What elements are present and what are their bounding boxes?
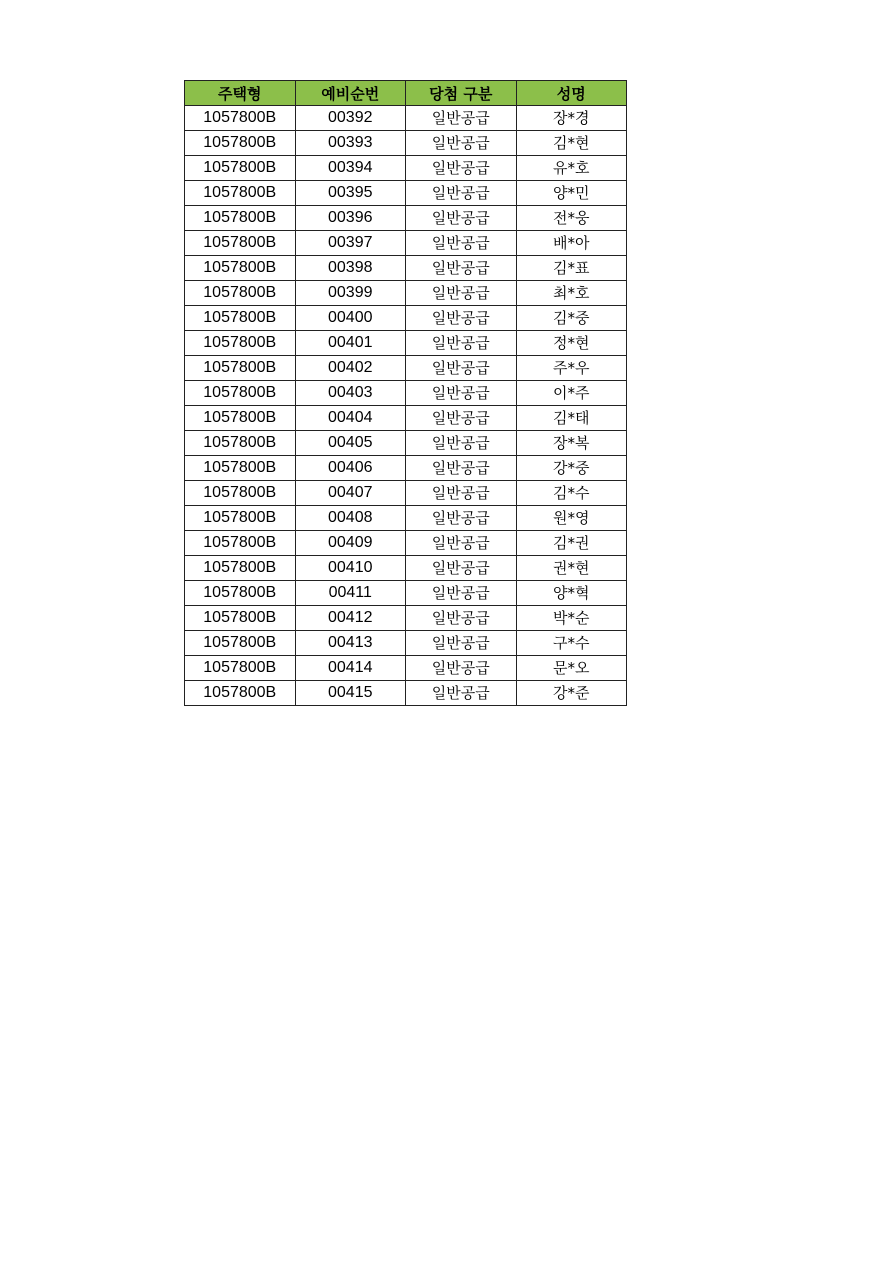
cell-win-category: 일반공급 — [406, 356, 517, 381]
table-row — [185, 556, 627, 581]
cell-win-category: 일반공급 — [406, 406, 517, 431]
cell-housing-type: 1057800B — [185, 181, 296, 206]
table-row — [185, 581, 627, 606]
cell-name: 권*현 — [516, 556, 627, 581]
cell-win-category: 일반공급 — [406, 531, 517, 556]
table-row — [185, 631, 627, 656]
cell-name: 장*경 — [516, 106, 627, 131]
cell-win-category: 일반공급 — [406, 181, 517, 206]
cell-reserve-number: 00409 — [295, 531, 406, 556]
table-body — [185, 106, 627, 706]
cell-housing-type: 1057800B — [185, 381, 296, 406]
cell-win-category: 일반공급 — [406, 281, 517, 306]
cell-housing-type: 1057800B — [185, 231, 296, 256]
cell-housing-type: 1057800B — [185, 306, 296, 331]
cell-reserve-number: 00392 — [295, 106, 406, 131]
cell-reserve-number: 00404 — [295, 406, 406, 431]
cell-reserve-number: 00406 — [295, 456, 406, 481]
cell-housing-type: 1057800B — [185, 656, 296, 681]
table-row — [185, 431, 627, 456]
cell-housing-type: 1057800B — [185, 356, 296, 381]
header-name: 성명 — [516, 81, 627, 106]
cell-reserve-number: 00403 — [295, 381, 406, 406]
cell-win-category: 일반공급 — [406, 156, 517, 181]
cell-housing-type: 1057800B — [185, 481, 296, 506]
cell-win-category: 일반공급 — [406, 656, 517, 681]
cell-win-category: 일반공급 — [406, 556, 517, 581]
cell-name: 김*중 — [516, 306, 627, 331]
cell-housing-type: 1057800B — [185, 531, 296, 556]
cell-win-category: 일반공급 — [406, 606, 517, 631]
table-row — [185, 131, 627, 156]
cell-reserve-number: 00413 — [295, 631, 406, 656]
cell-reserve-number: 00393 — [295, 131, 406, 156]
cell-name: 유*호 — [516, 156, 627, 181]
cell-housing-type: 1057800B — [185, 606, 296, 631]
cell-housing-type: 1057800B — [185, 431, 296, 456]
table-row — [185, 331, 627, 356]
cell-reserve-number: 00394 — [295, 156, 406, 181]
cell-reserve-number: 00414 — [295, 656, 406, 681]
cell-reserve-number: 00415 — [295, 681, 406, 706]
cell-reserve-number: 00396 — [295, 206, 406, 231]
table-row — [185, 656, 627, 681]
cell-housing-type: 1057800B — [185, 556, 296, 581]
cell-name: 강*준 — [516, 681, 627, 706]
cell-name: 김*표 — [516, 256, 627, 281]
cell-reserve-number: 00407 — [295, 481, 406, 506]
cell-housing-type: 1057800B — [185, 156, 296, 181]
table-row — [185, 356, 627, 381]
cell-housing-type: 1057800B — [185, 631, 296, 656]
cell-name: 최*호 — [516, 281, 627, 306]
cell-win-category: 일반공급 — [406, 131, 517, 156]
cell-reserve-number: 00402 — [295, 356, 406, 381]
cell-win-category: 일반공급 — [406, 481, 517, 506]
table-row — [185, 506, 627, 531]
cell-name: 양*민 — [516, 181, 627, 206]
cell-name: 이*주 — [516, 381, 627, 406]
table-row — [185, 181, 627, 206]
table-row — [185, 206, 627, 231]
results-table-container — [184, 80, 627, 706]
table-row — [185, 606, 627, 631]
cell-name: 김*현 — [516, 131, 627, 156]
cell-reserve-number: 00401 — [295, 331, 406, 356]
table-row — [185, 681, 627, 706]
table-row — [185, 406, 627, 431]
cell-name: 구*수 — [516, 631, 627, 656]
table-row — [185, 106, 627, 131]
table-header — [185, 81, 627, 106]
cell-reserve-number: 00410 — [295, 556, 406, 581]
table-row — [185, 231, 627, 256]
cell-reserve-number: 00400 — [295, 306, 406, 331]
cell-win-category: 일반공급 — [406, 306, 517, 331]
cell-name: 문*오 — [516, 656, 627, 681]
cell-reserve-number: 00395 — [295, 181, 406, 206]
cell-housing-type: 1057800B — [185, 206, 296, 231]
cell-win-category: 일반공급 — [406, 631, 517, 656]
cell-reserve-number: 00412 — [295, 606, 406, 631]
cell-name: 장*복 — [516, 431, 627, 456]
cell-win-category: 일반공급 — [406, 231, 517, 256]
cell-win-category: 일반공급 — [406, 381, 517, 406]
cell-name: 강*중 — [516, 456, 627, 481]
table-row — [185, 481, 627, 506]
cell-name: 원*영 — [516, 506, 627, 531]
cell-reserve-number: 00399 — [295, 281, 406, 306]
header-reserve-number: 예비순번 — [295, 81, 406, 106]
table-row — [185, 306, 627, 331]
cell-housing-type: 1057800B — [185, 506, 296, 531]
cell-name: 배*아 — [516, 231, 627, 256]
cell-win-category: 일반공급 — [406, 456, 517, 481]
table-row — [185, 381, 627, 406]
cell-win-category: 일반공급 — [406, 681, 517, 706]
cell-reserve-number: 00411 — [295, 581, 406, 606]
cell-name: 양*혁 — [516, 581, 627, 606]
cell-name: 박*순 — [516, 606, 627, 631]
cell-win-category: 일반공급 — [406, 206, 517, 231]
header-win-category: 당첨 구분 — [406, 81, 517, 106]
cell-housing-type: 1057800B — [185, 581, 296, 606]
table-row — [185, 281, 627, 306]
cell-win-category: 일반공급 — [406, 431, 517, 456]
table-row — [185, 256, 627, 281]
cell-housing-type: 1057800B — [185, 256, 296, 281]
table-row — [185, 456, 627, 481]
cell-name: 김*권 — [516, 531, 627, 556]
cell-name: 전*웅 — [516, 206, 627, 231]
cell-win-category: 일반공급 — [406, 256, 517, 281]
cell-win-category: 일반공급 — [406, 506, 517, 531]
cell-name: 주*우 — [516, 356, 627, 381]
cell-name: 김*수 — [516, 481, 627, 506]
header-housing-type: 주택형 — [185, 81, 296, 106]
cell-reserve-number: 00408 — [295, 506, 406, 531]
cell-reserve-number: 00398 — [295, 256, 406, 281]
cell-housing-type: 1057800B — [185, 106, 296, 131]
cell-housing-type: 1057800B — [185, 456, 296, 481]
winners-table — [184, 80, 627, 706]
table-row — [185, 156, 627, 181]
cell-housing-type: 1057800B — [185, 131, 296, 156]
cell-housing-type: 1057800B — [185, 406, 296, 431]
cell-name: 김*태 — [516, 406, 627, 431]
cell-win-category: 일반공급 — [406, 331, 517, 356]
header-row — [185, 81, 627, 106]
cell-housing-type: 1057800B — [185, 331, 296, 356]
cell-housing-type: 1057800B — [185, 681, 296, 706]
cell-reserve-number: 00405 — [295, 431, 406, 456]
cell-win-category: 일반공급 — [406, 581, 517, 606]
cell-reserve-number: 00397 — [295, 231, 406, 256]
cell-housing-type: 1057800B — [185, 281, 296, 306]
cell-win-category: 일반공급 — [406, 106, 517, 131]
table-row — [185, 531, 627, 556]
cell-name: 정*현 — [516, 331, 627, 356]
